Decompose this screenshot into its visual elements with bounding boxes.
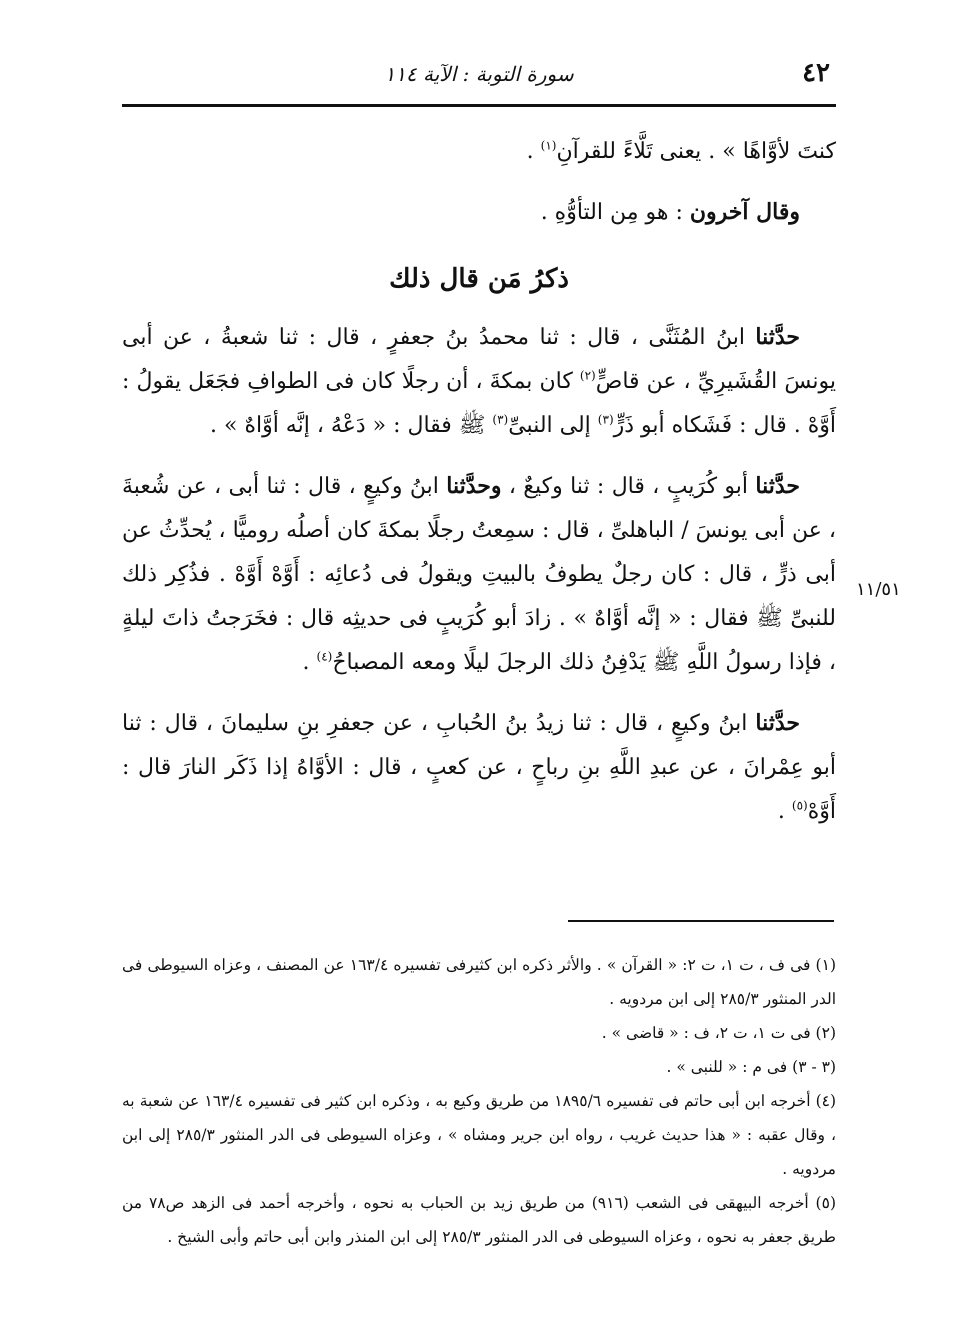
running-title: سورة التوبة : الآية ١١٤	[384, 62, 574, 86]
page-header	[122, 56, 836, 96]
footnote-2: (٢) فى ت ١، ت ٢، ف : « قاضى » .	[601, 1024, 836, 1042]
paragraph-4-text-a: أبو كُرَيبٍ ، قال : ثنا وكيعٌ ،	[501, 474, 756, 499]
paragraph-4-end: .	[302, 650, 317, 675]
section-heading: ذكرُ مَن قال ذلك	[389, 264, 569, 294]
paragraph-3-text-d: ﷺ فقال : « دَعْهُ ، إنَّه أوَّاهٌ » .	[210, 413, 493, 438]
header-rule	[122, 104, 836, 107]
footnote-3: (٣ - ٣) فى م : « للنبى » .	[666, 1058, 836, 1076]
footnotes	[122, 948, 836, 1254]
paragraph-2-lead: وقال آخرون	[689, 199, 800, 225]
paragraph-3-lead: حدَّثنا	[755, 324, 800, 350]
footnote-ref-3-close[interactable]: (٣)	[492, 412, 509, 427]
page-number: ٤٢	[802, 58, 830, 88]
paragraph-1-end: .	[526, 139, 541, 164]
footnote-4: (٤) أخرجه ابن أبى حاتم فى تفسيره ١٨٩٥/٦ من طريق وكيع به ، وذكره ابن كثير فى تفسيره ١٦٣/٤ عن شعبة به ، وقال عقبه : « هذا حديث غريب ، رواه ابن جرير ومشاه » ، وعزاه السيوطى فى الدر المنثور ٢٨٥/٣ إلى ابن مردويه .	[122, 1092, 837, 1178]
paragraph-1	[122, 130, 836, 174]
paragraph-4-lead: حدَّثنا	[755, 473, 801, 499]
footnote-ref-2[interactable]: (٢)	[579, 368, 596, 383]
paragraph-2	[122, 190, 836, 235]
paragraph-3-text-b: كان بمكةَ ، أن رجلًا كان فى الطوافِ فجَعَل يقولُ : أَوَّهْ . قال : فَشَكاه أبو ذَرٍّ	[122, 369, 836, 438]
paragraph-3-text-a: ابنُ المُثَنَّى ، قال : ثنا محمدُ بنُ جعفرٍ ، قال : ثنا شعبةُ ، عن أبى يونسَ القُشَيرِيِّ ، عن قاصٍّ	[122, 325, 836, 394]
paragraph-3-text-c: إلى النبىِّ	[508, 413, 598, 438]
footnote-ref-3-open[interactable]: (٣)	[597, 412, 614, 427]
paragraph-3	[122, 315, 836, 448]
main-text	[122, 130, 836, 834]
footnote-ref-5[interactable]: (٥)	[791, 798, 808, 813]
paragraph-1-text: كنتَ لأوَّاهًا » . يعنى تَلَّاءً للقرآنِ	[556, 139, 836, 164]
footnote-1: (١) فى ف ، ت ١، ت ٢: « القرآن » . والأثر ذكره ابن كثيرفى تفسيره ١٦٣/٤ عن المصنف ، وعزاه السيوطى فى الدر المنثور ٢٨٥/٣ إلى ابن مردويه .	[122, 956, 836, 1008]
paragraph-4	[122, 464, 836, 685]
paragraph-5	[122, 701, 836, 834]
paragraph-5-lead: حدَّثنا	[755, 710, 800, 736]
margin-page-reference: ١١/٥١	[856, 579, 901, 600]
footnote-rule	[568, 920, 834, 922]
paragraph-5-text: ابنُ وكيعٍ ، قال : ثنا زيدُ بنُ الحُبابِ ، عن جعفرِ بنِ سليمانَ ، قال : ثنا أبو عِمْرانَ ، عن عبدِ اللَّهِ بنِ رباحٍ ، عن كعبٍ ، قال : الأوَّاهُ إذا ذَكَر النارَ قال : أَوَّهْ	[122, 711, 836, 824]
footnote-5: (٥) أخرجه البيهقى فى الشعب (٩١٦) من طريق زيد بن الحباب به نحوه ، وأخرجه أحمد فى الزهد ص٧٨ من طريق جعفر به نحوه ، وعزاه السيوطى فى الدر المنثور ٢٨٥/٣ إلى ابن المنذر وابن أبى حاتم وأبى الشيخ .	[122, 1194, 836, 1246]
paragraph-4-text-b: ابنُ وكيعٍ ، قال : ثنا أبى ، عن شُعبةَ ، عن أبى يونسَ / الباهلىِّ ، قال : سمِعتُ رجلًا بمكةَ كان أصلُه روميًّا ، يُحدِّثُ عن أبى ذرٍّ ، قال : كان رجلٌ يطوفُ بالبيتِ ويقولُ فى دُعائِه : أَوَّهْ أَوَّهْ . فذُكِر ذلك للنبىِّ ﷺ فقال : « إنَّه أوَّاهٌ » . زادَ أبو كُرَيبٍ فى حديثِه قال : فخَرَجتُ ذاتَ ليلةٍ ، فإذا رسولُ اللَّهِ ﷺ يَدْفِنُ ذلك الرجلَ ليلًا ومعه المصباحُ	[122, 474, 836, 675]
footnote-ref-1[interactable]: (١)	[540, 138, 557, 153]
paragraph-4-lead-2: وحدَّثنا	[446, 473, 502, 499]
paragraph-2-text: : هو مِن التأوُّهِ .	[540, 200, 690, 225]
paragraph-5-end: .	[777, 799, 792, 824]
footnote-ref-4[interactable]: (٤)	[316, 649, 333, 664]
